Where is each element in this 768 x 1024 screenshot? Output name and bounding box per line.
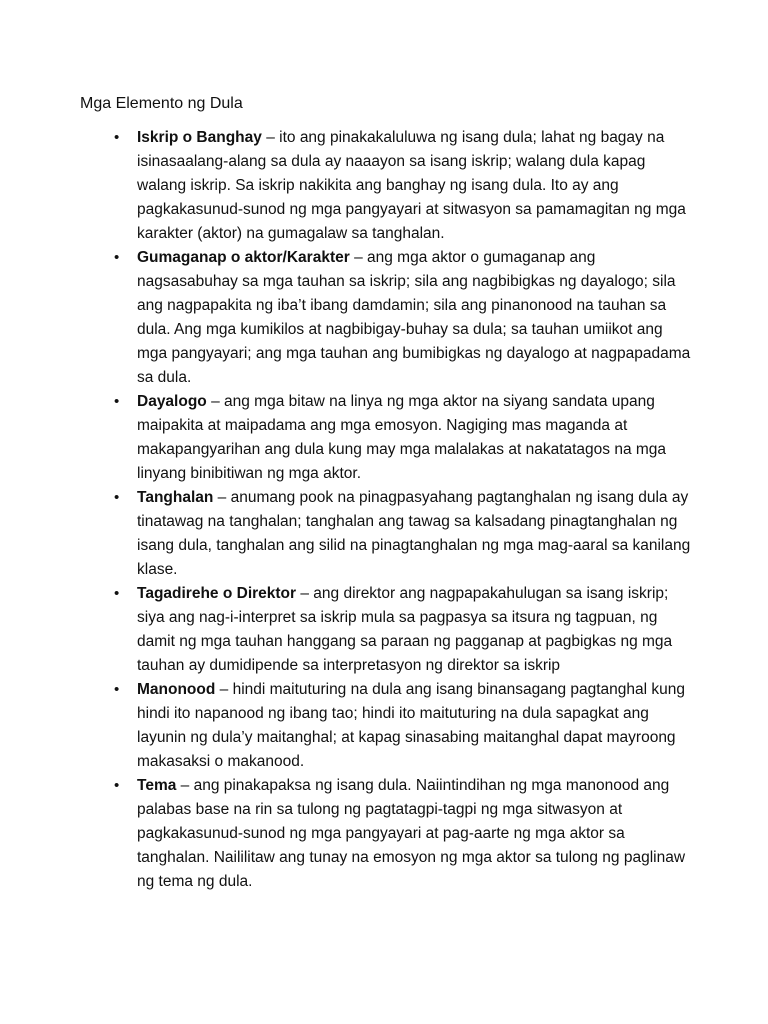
list-item-manonood — [0, 678, 692, 774]
bullet-icon: • — [114, 777, 120, 794]
bullet-icon: • — [114, 585, 120, 602]
list-item-gumaganap — [0, 246, 692, 390]
bullet-icon: • — [114, 249, 120, 266]
item-term: Tagadirehe o Direktor — [137, 585, 297, 602]
item-term: Manonood — [137, 681, 216, 698]
item-term: Tema — [137, 777, 177, 794]
item-description: – ito ang pinakakaluluwa ng isang dula; lahat ng bagay na isinasaalang-alang sa dula ay naaayon sa isang iskrip; walang dula kapag walang iskrip. Sa iskrip nakikita ang banghay ng isang dula. Ito ay ang pagkakasunud-sunod ng mga pangyayari at sitwasyon sa pamamagitan ng mga karakter (aktor) na gumagalaw sa tanghalan. — [137, 129, 686, 242]
bullet-icon: • — [114, 393, 120, 410]
list-item-tema — [0, 774, 692, 894]
item-description: – ang pinakapaksa ng isang dula. Naiintindihan ng mga manonood ang palabas base na rin sa tulong ng pagtatagpi-tagpi ng mga sitwasyon at pagkakasunud-sunod ng mga pangyayari at pag-aarte ng mga aktor sa tanghalan. Naililitaw ang tunay na emosyon ng mga aktor sa tulong ng paglinaw ng tema ng dula. — [137, 777, 686, 890]
item-description: – hindi maituturing na dula ang isang binansagang pagtanghal kung hindi ito napanood ng ibang tao; hindi ito maituturing na dula sapagkat ang layunin ng dula’y maitanghal; at kapag sinasabing maitanghal dapat mayroong makasaksi o makanood. — [137, 681, 686, 770]
list-item-iskrip — [0, 126, 692, 246]
bullet-icon: • — [114, 681, 120, 698]
item-description: – ang mga aktor o gumaganap ang nagsasabuhay sa mga tauhan sa iskrip; sila ang nagbibigkas ng dayalogo; sila ang nagpapakita ng iba’t ibang damdamin; sila ang pinanonood na tauhan sa dula. Ang mga kumikilos at nagbibigay-buhay sa dula; sa tauhan umiikot ang mga pangyayari; ang mga tauhan ang bumibigkas ng dayalogo at nagpapadama sa dula. — [137, 249, 691, 386]
list-item-dayalogo — [0, 390, 692, 486]
element-list — [0, 126, 768, 894]
document-title: Mga Elemento ng Dula — [80, 95, 243, 112]
item-term: Tanghalan — [137, 489, 214, 506]
item-term: Iskrip o Banghay — [137, 129, 262, 146]
item-description: – anumang pook na pinagpasyahang pagtanghalan ng isang dula ay tinatawag na tanghalan; tanghalan ang tawag sa kalsadang pinagtanghalan ng isang dula, tanghalan ang silid na pinagtanghalan ng mga mag-aaral sa kanilang klase. — [137, 489, 691, 578]
item-description: – ang direktor ang nagpapakahulugan sa isang iskrip; siya ang nag-i-interpret sa iskrip mula sa pagpasya sa itsura ng tagpuan, ng damit ng mga tauhan hanggang sa paraan ng pagganap at pagbigkas ng mga tauhan ay dumidipende sa interpretasyon ng direktor sa iskrip — [137, 585, 673, 674]
bullet-icon: • — [114, 489, 120, 506]
list-item-tagadirehe — [0, 582, 692, 678]
list-item-tanghalan — [0, 486, 692, 582]
bullet-icon: • — [114, 129, 120, 146]
item-term: Dayalogo — [137, 393, 207, 410]
item-term: Gumaganap o aktor/Karakter — [137, 249, 350, 266]
item-description: – ang mga bitaw na linya ng mga aktor na siyang sandata upang maipakita at maipadama ang mga emosyon. Nagiging mas maganda at makapangyarihan ang dula kung may mga malalakas at nakatatagos na mga linyang binibitiwan ng mga aktor. — [137, 393, 667, 482]
